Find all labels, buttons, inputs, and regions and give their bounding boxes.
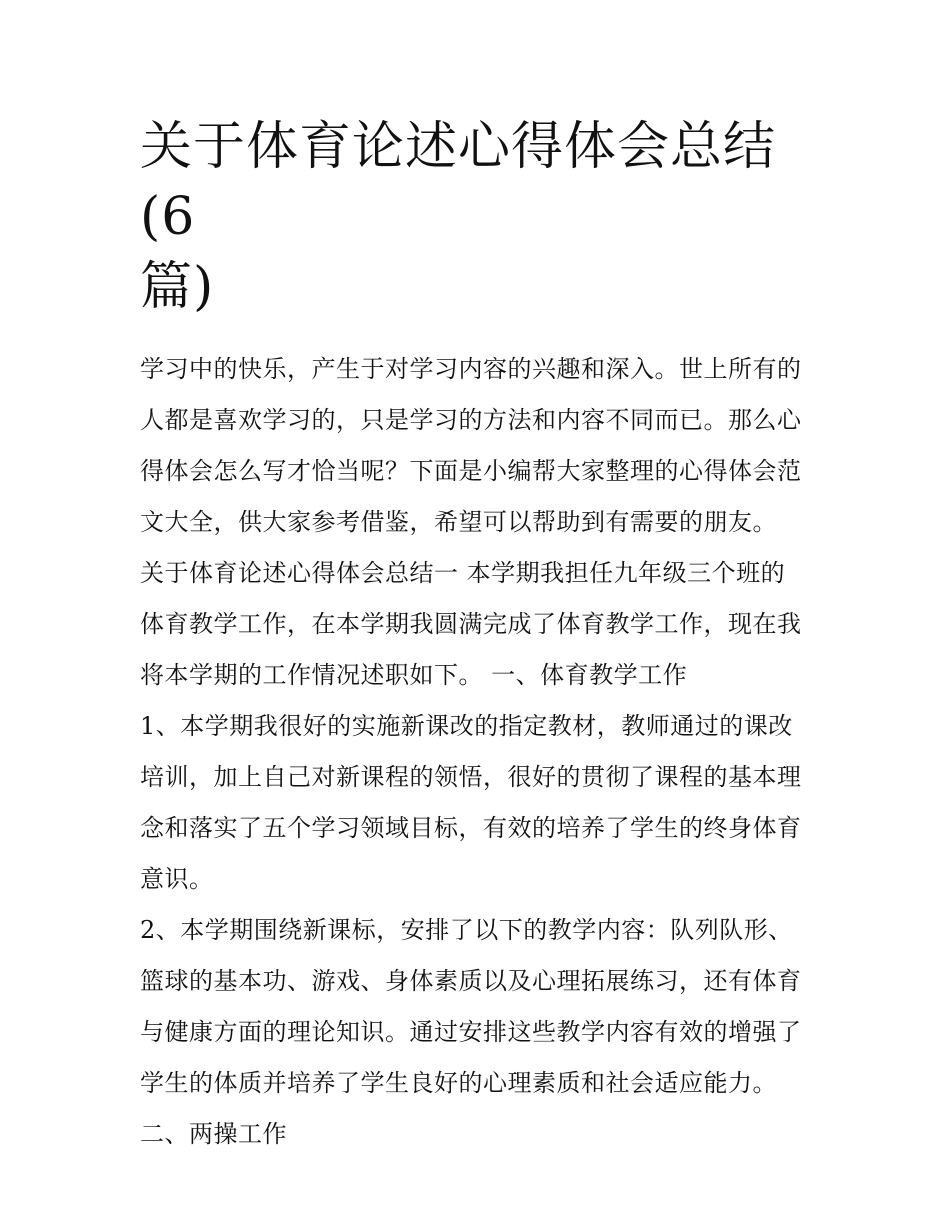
text-line: 文大全，供大家参考借鉴，希望可以帮助到有需要的朋友。: [140, 508, 777, 536]
document-title: [140, 112, 820, 322]
section-two-heading: [140, 1109, 820, 1160]
section-one-paragraph: [140, 548, 820, 701]
text-line: 念和落实了五个学习领域目标，有效的培养了学生的终身体育: [140, 814, 802, 842]
text-line: 培训，加上自己对新课程的领悟，很好的贯彻了课程的基本理: [140, 763, 802, 791]
text-line: 学生的体质并培养了学生良好的心理素质和社会适应能力。: [140, 1069, 777, 1097]
text-line: 与健康方面的理论知识。通过安排这些教学内容有效的增强了: [140, 1018, 802, 1046]
text-line: 体育教学工作，在本学期我圆满完成了体育教学工作，现在我: [140, 610, 802, 638]
text-line: 篮球的基本功、游戏、身体素质以及心理拓展练习，还有体育: [140, 967, 802, 995]
intro-paragraph: [140, 344, 820, 548]
text-line: 得体会怎么写才恰当呢？下面是小编帮大家整理的心得体会范: [140, 457, 802, 485]
text-line: 1、本学期我很好的实施新课改的指定教材，教师通过的课改: [140, 712, 793, 740]
title-line-2: 篇): [140, 257, 215, 317]
text-line: 二、两操工作: [140, 1120, 287, 1148]
item-two-paragraph: [140, 905, 820, 1109]
text-line: 关于体育论述心得体会总结一 本学期我担任九年级三个班的: [140, 559, 786, 587]
document-page: [140, 112, 820, 1160]
text-line: 将本学期的工作情况述职如下。 一、体育教学工作: [140, 661, 688, 689]
text-line: 意识。: [140, 865, 214, 893]
text-line: 学习中的快乐，产生于对学习内容的兴趣和深入。世上所有的: [140, 355, 802, 383]
text-line: 2、本学期围绕新课标，安排了以下的教学内容：队列队形、: [140, 916, 793, 944]
item-one-paragraph: [140, 701, 820, 905]
title-line-1: 关于体育论述心得体会总结(6: [140, 117, 777, 247]
text-line: 人都是喜欢学习的，只是学习的方法和内容不同而已。那么心: [140, 406, 802, 434]
